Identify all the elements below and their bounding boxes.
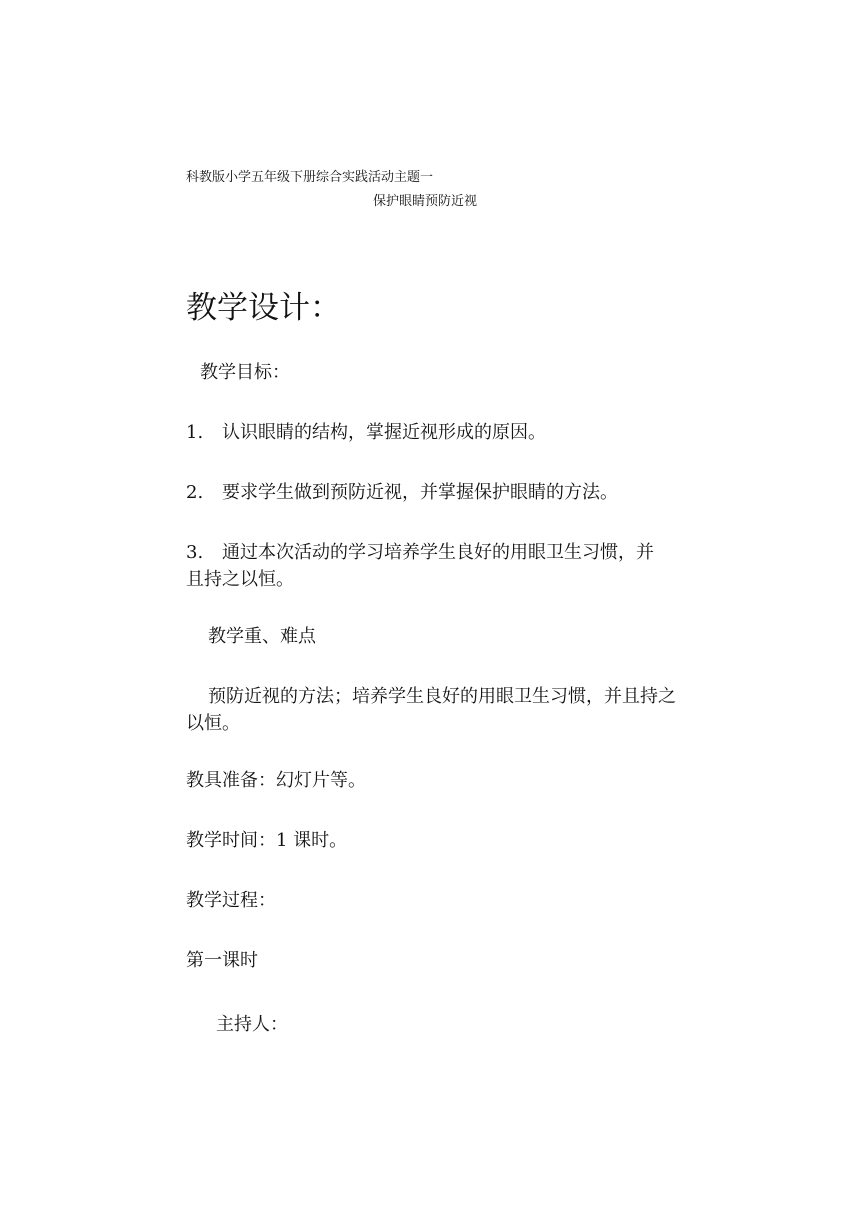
lesson-heading: 第一课时 — [186, 950, 258, 971]
objective-item-3 — [186, 539, 666, 593]
duration-line: 教学时间：1 课时。 — [186, 830, 348, 851]
host-label: 主持人： — [216, 1014, 288, 1035]
page-title: 教学设计： — [186, 290, 341, 326]
header-subject: 科教版小学五年级下册综合实践活动主题一 — [186, 170, 434, 185]
objective-number: 1. — [186, 422, 204, 443]
key-points-heading: 教学重、难点 — [208, 626, 316, 647]
process-heading: 教学过程： — [186, 890, 276, 911]
objective-item-2 — [186, 479, 618, 506]
objective-item-1 — [186, 419, 546, 446]
header-topic: 保护眼睛预防近视 — [373, 194, 478, 209]
key-points-text: 预防近视的方法；培养学生良好的用眼卫生习惯，并且持之以恒。 — [186, 686, 676, 734]
objective-text: 要求学生做到预防近视，并掌握保护眼睛的方法。 — [222, 482, 618, 503]
objective-text: 认识眼睛的结构，掌握近视形成的原因。 — [222, 422, 546, 443]
objective-number: 2. — [186, 482, 204, 503]
objective-text: 通过本次活动的学习培养学生良好的用眼卫生习惯，并且持之以恒。 — [186, 542, 654, 590]
objective-number: 3. — [186, 542, 204, 563]
materials-line: 教具准备：幻灯片等。 — [186, 770, 366, 791]
objectives-heading: 教学目标： — [200, 362, 290, 383]
